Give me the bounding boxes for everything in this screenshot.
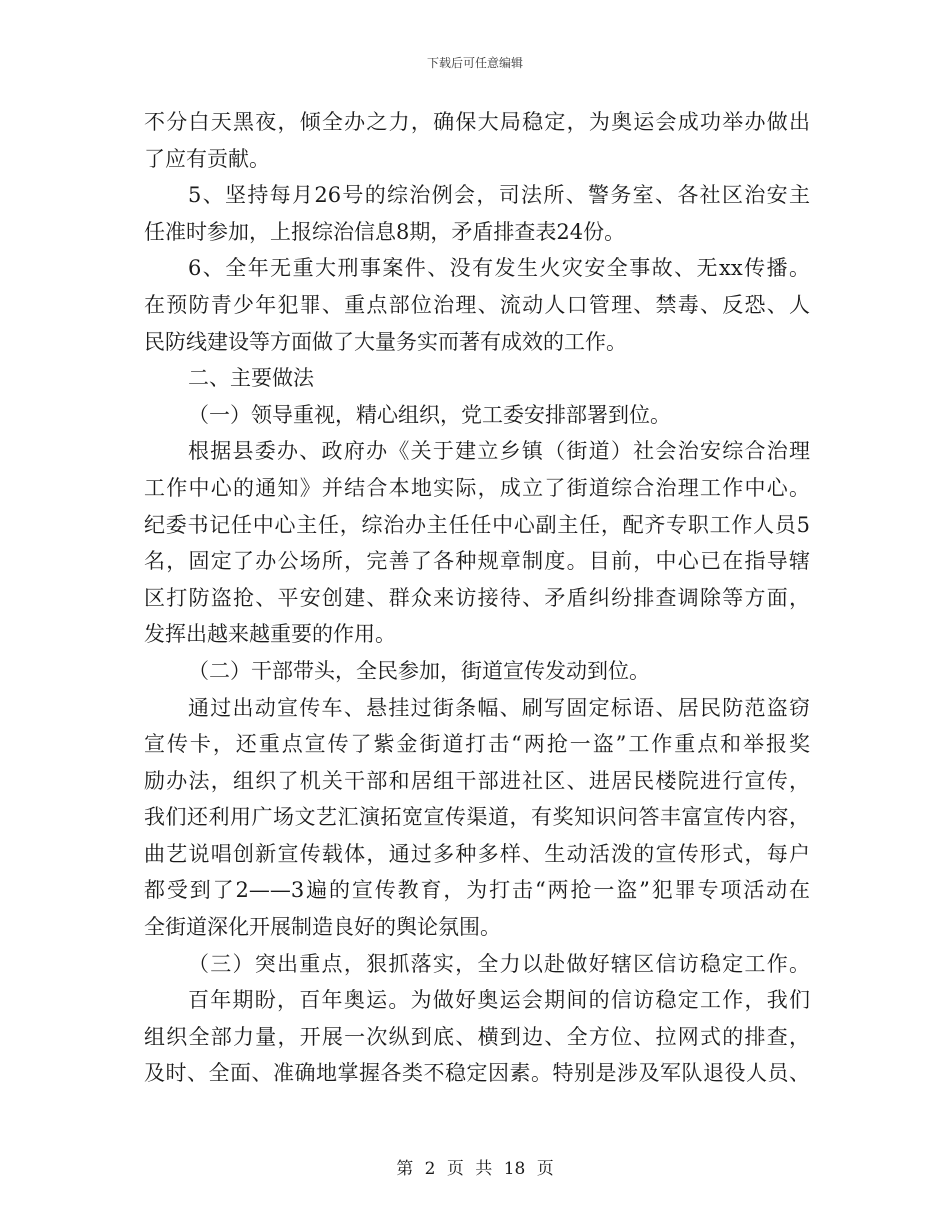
text-line: 不分白天黑夜，倾全办之力，确保大局稳定，为奥运会成功举办做出 xyxy=(144,110,810,134)
text-line: 在预防青少年犯罪、重点部位治理、流动人口管理、禁毒、反恐、人 xyxy=(144,292,810,317)
text-line: 二、主要做法 xyxy=(188,366,314,391)
text-line: 了应有贡献。 xyxy=(144,146,270,171)
text-line: 5、坚持每月26号的综治例会，司法所、警务室、各社区治安主 xyxy=(188,183,810,208)
text-line: 励办法，组织了机关干部和居组干部进社区、进居民楼院进行宣传， xyxy=(144,768,810,793)
text-line: 6、全年无重大刑事案件、没有发生火灾安全事故、无xx传播。 xyxy=(188,256,810,281)
text-line: 百年期盼，百年奥运。为做好奥运会期间的信访稳定工作，我们 xyxy=(188,988,810,1013)
text-line: 及时、全面、准确地掌握各类不稳定因素。特别是涉及军队退役人员、 xyxy=(144,1061,810,1086)
text-line: 任准时参加，上报综治信息8期，矛盾排查表24份。 xyxy=(144,219,626,244)
text-line: 根据县委办、政府办《关于建立乡镇（街道）社会治安综合治理 xyxy=(188,439,810,464)
text-line: 宣传卡，还重点宣传了紫金街道打击“两抢一盗”工作重点和举报奖 xyxy=(144,732,810,757)
text-line: 纪委书记任中心主任，综治办主任任中心副主任，配齐专职工作人员5 xyxy=(144,512,810,537)
text-line: 我们还利用广场文艺汇演拓宽宣传渠道，有奖知识问答丰富宣传内容， xyxy=(144,805,810,830)
text-line: （一）领导重视，精心组织，党工委安排部署到位。 xyxy=(188,402,671,427)
text-line: 发挥出越来越重要的作用。 xyxy=(144,622,396,647)
text-line: 组织全部力量，开展一次纵到底、横到边、全方位、拉网式的排查， xyxy=(144,1024,810,1049)
text-line: 通过出动宣传车、悬挂过街条幅、刷写固定标语、居民防范盗窃 xyxy=(188,695,810,720)
text-line: 民防线建设等方面做了大量务实而著有成效的工作。 xyxy=(144,329,627,354)
text-line: 工作中心的通知》并结合本地实际，成立了街道综合治理工作中心。 xyxy=(144,475,810,500)
text-line: 区打防盗抢、平安创建、群众来访接待、矛盾纠纷排查调除等方面， xyxy=(144,585,810,610)
document-body xyxy=(144,104,810,1092)
header-note: 下载后可任意编辑 xyxy=(426,56,523,70)
text-line: 名，固定了办公场所，完善了各种规章制度。目前，中心已在指导辖 xyxy=(144,549,810,574)
text-line: 都受到了2——3遍的宣传教育，为打击“两抢一盗”犯罪专项活动在 xyxy=(144,878,810,903)
text-line: （二）干部带头，全民参加，街道宣传发动到位。 xyxy=(188,658,650,683)
text-line: 全街道深化开展制造良好的舆论氛围。 xyxy=(144,915,501,940)
page-footer: 第 2 页 共 18 页 xyxy=(396,1159,554,1179)
text-line: （三）突出重点，狠抓落实，全力以赴做好辖区信访稳定工作。 xyxy=(188,951,810,976)
text-line: 曲艺说唱创新宣传载体，通过多种多样、生动活泼的宣传形式，每户 xyxy=(144,841,810,866)
